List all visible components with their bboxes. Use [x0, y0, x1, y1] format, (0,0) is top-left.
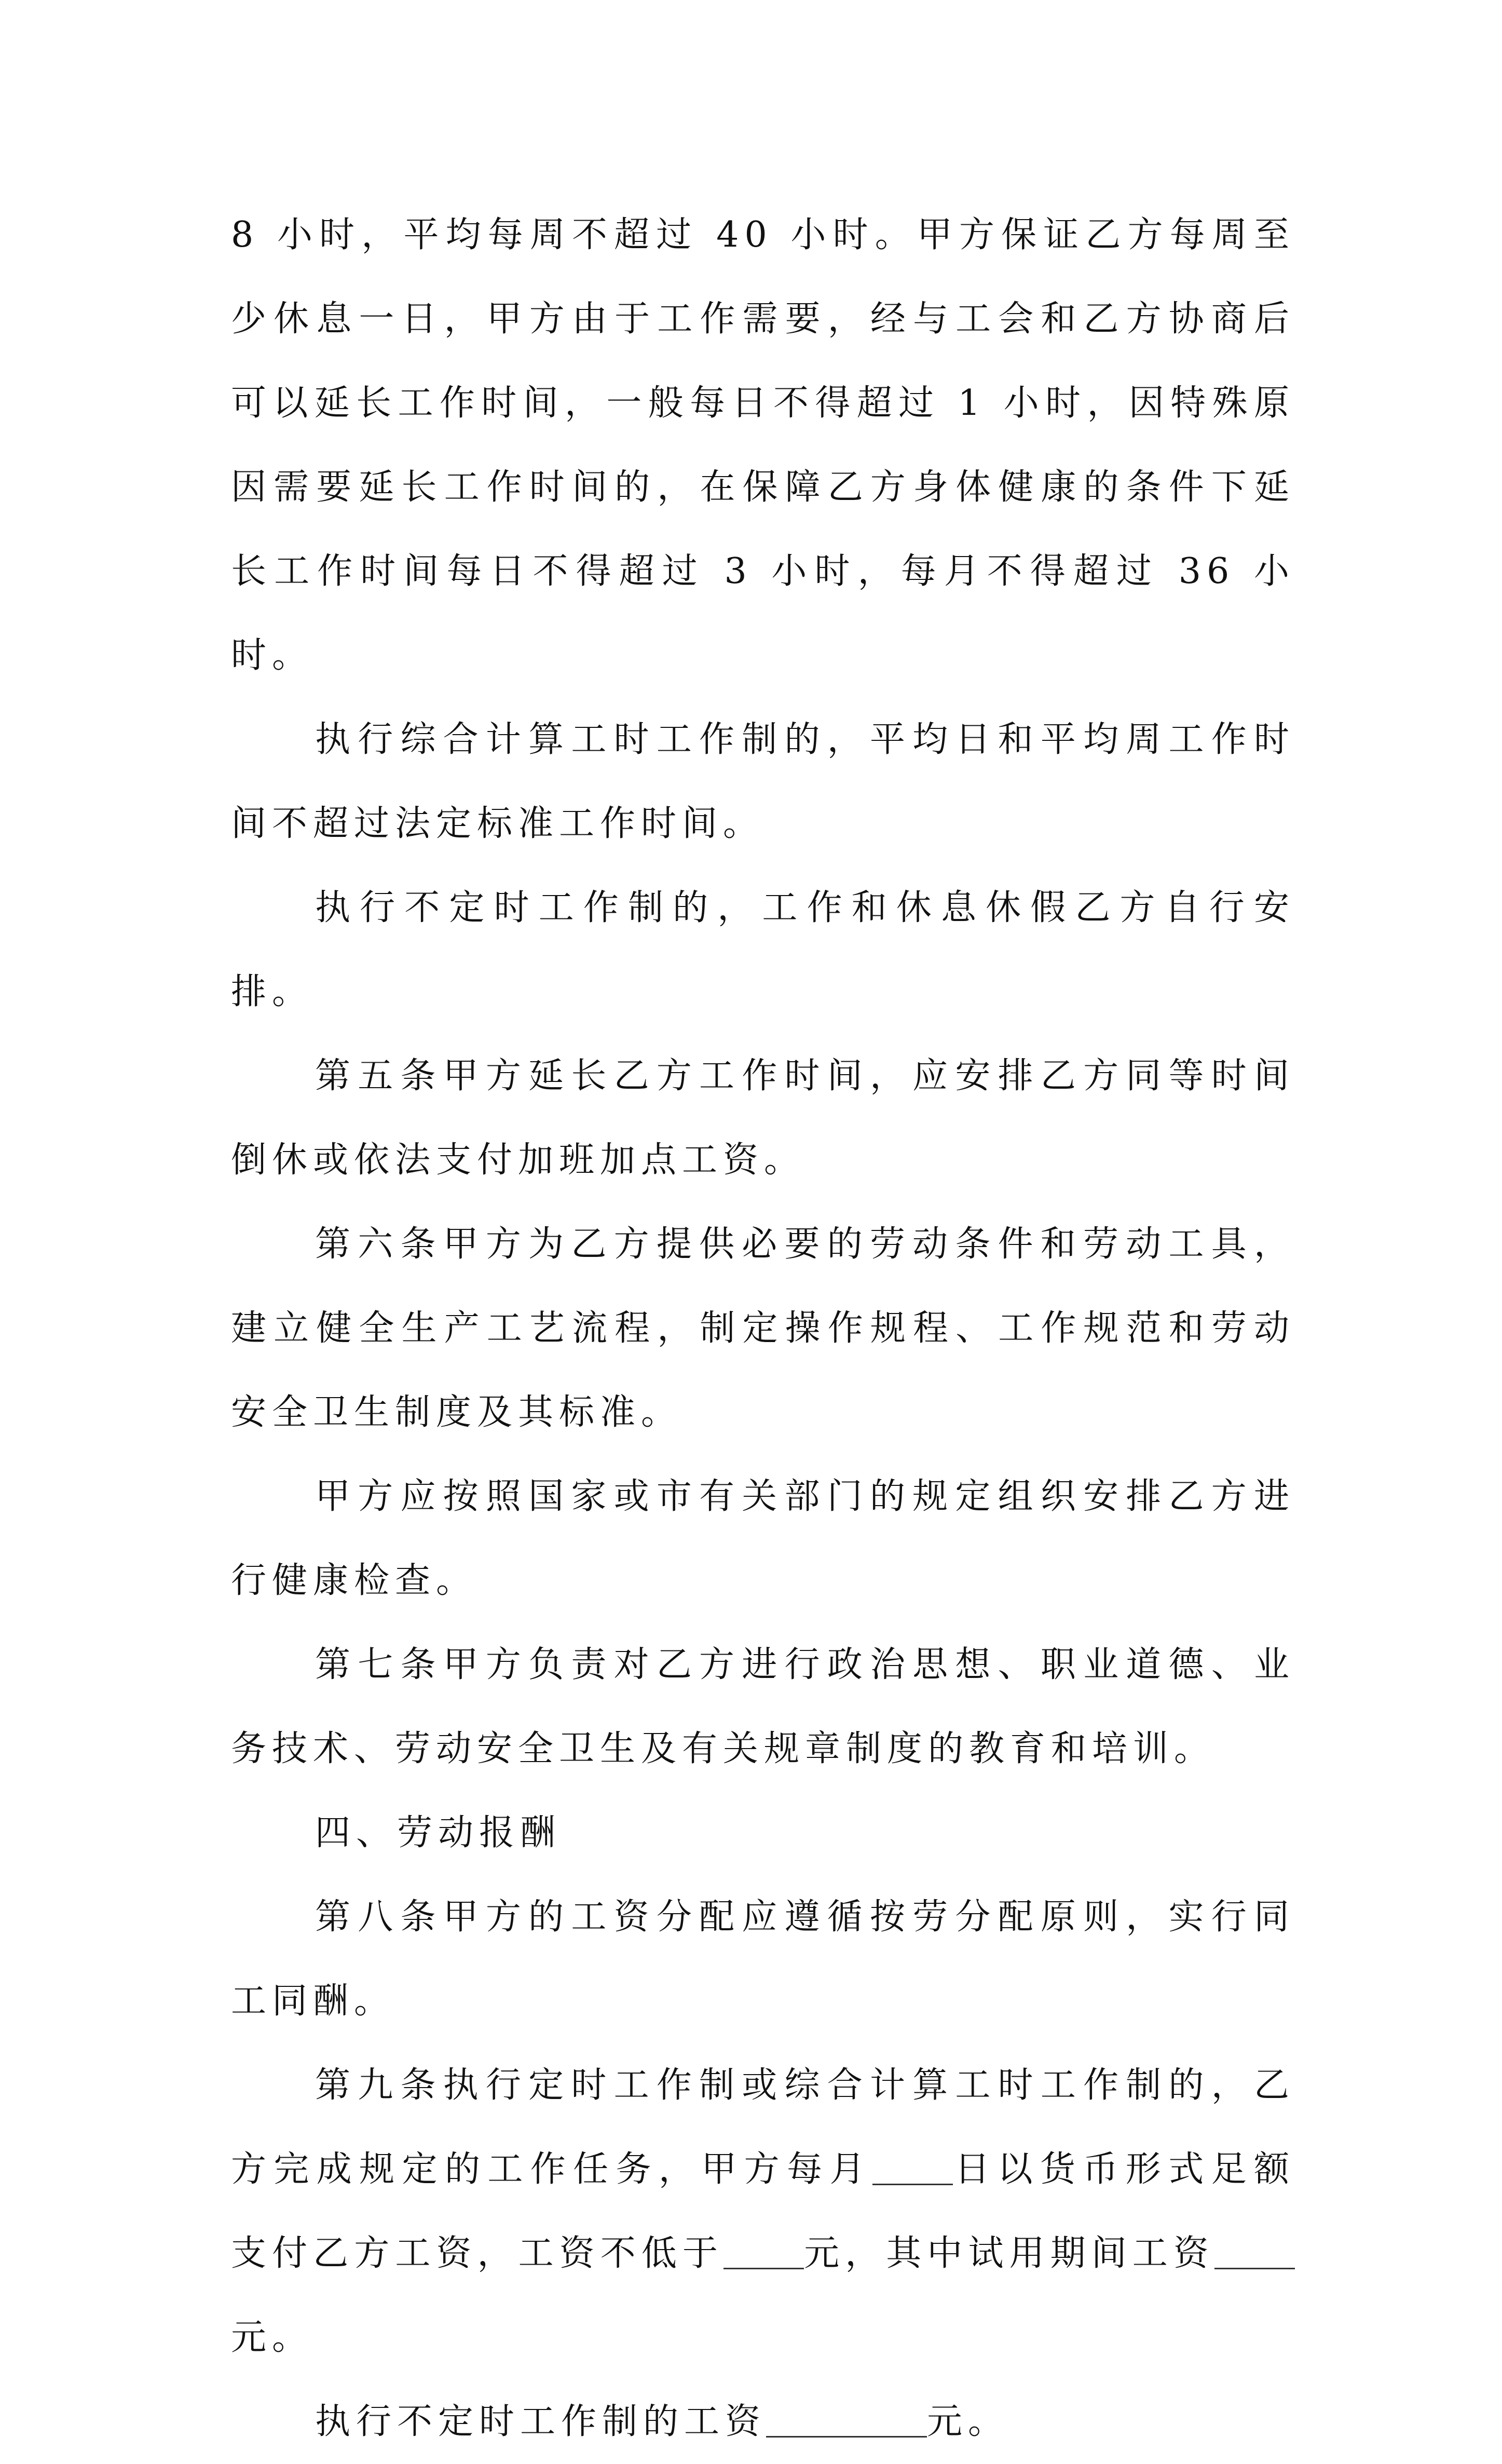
paragraph-working-hours: 8 小时，平均每周不超过 40 小时。甲方保证乙方每周至少休息一日，甲方由于工作需要，经与工会和乙方协商后可以延长工作时间，一般每日不得超过 1 小时，因特殊原因需要延长工作时间的，在保障乙方身体健康的条件下延长工作时间每日不得超过 3 小时，每月不得超过 36 小时。	[231, 214, 1295, 676]
paragraph-article-8: 第八条甲方的工资分配应遵循按劳分配原则，实行同工同酬。	[231, 1897, 1295, 2022]
flexible-salary-text-1: 执行不定时工作制的工资	[315, 2401, 767, 2442]
article-9-text-3: 元，其中试用期间工资	[804, 2233, 1214, 2274]
minimum-salary-blank	[723, 2231, 804, 2269]
flexible-salary-text-2: 元。	[927, 2401, 1009, 2442]
flexible-salary-blank	[766, 2400, 927, 2438]
probation-salary-blank	[1214, 2231, 1295, 2269]
article-9-text-2: 日以货币形式足额支付乙方工资，工资不低于	[231, 2149, 1295, 2274]
pay-day-blank	[872, 2147, 953, 2185]
paragraph-article-7: 第七条甲方负责对乙方进行政治思想、职业道德、业务技术、劳动安全卫生及有关规章制度的教育和培训。	[231, 1644, 1295, 1769]
paragraph-article-6: 第六条甲方为乙方提供必要的劳动条件和劳动工具，建立健全生产工艺流程，制定操作规程、工作规范和劳动安全卫生制度及其标准。	[231, 1224, 1295, 1433]
paragraph-health-check: 甲方应按照国家或市有关部门的规定组织安排乙方进行健康检查。	[231, 1476, 1295, 1601]
paragraph-flexible-salary	[231, 2380, 1295, 2464]
paragraph-flexible-hours: 执行不定时工作制的，工作和休息休假乙方自行安排。	[231, 887, 1295, 1012]
paragraph-article-9	[231, 2043, 1295, 2380]
article-9-text-4: 元。	[231, 2317, 313, 2358]
document-body	[231, 193, 1295, 2464]
paragraph-comprehensive-hours: 执行综合计算工时工作制的，平均日和平均周工作时间不超过法定标准工作时间。	[231, 719, 1295, 844]
paragraph-article-5: 第五条甲方延长乙方工作时间，应安排乙方同等时间倒休或依法支付加班加点工资。	[231, 1055, 1295, 1181]
section-heading-remuneration: 四、劳动报酬	[315, 1812, 562, 1853]
article-9-text-1: 第九条执行定时工作制或综合计算工时工作制的，乙方完成规定的工作任务，甲方每月	[231, 2065, 1295, 2190]
